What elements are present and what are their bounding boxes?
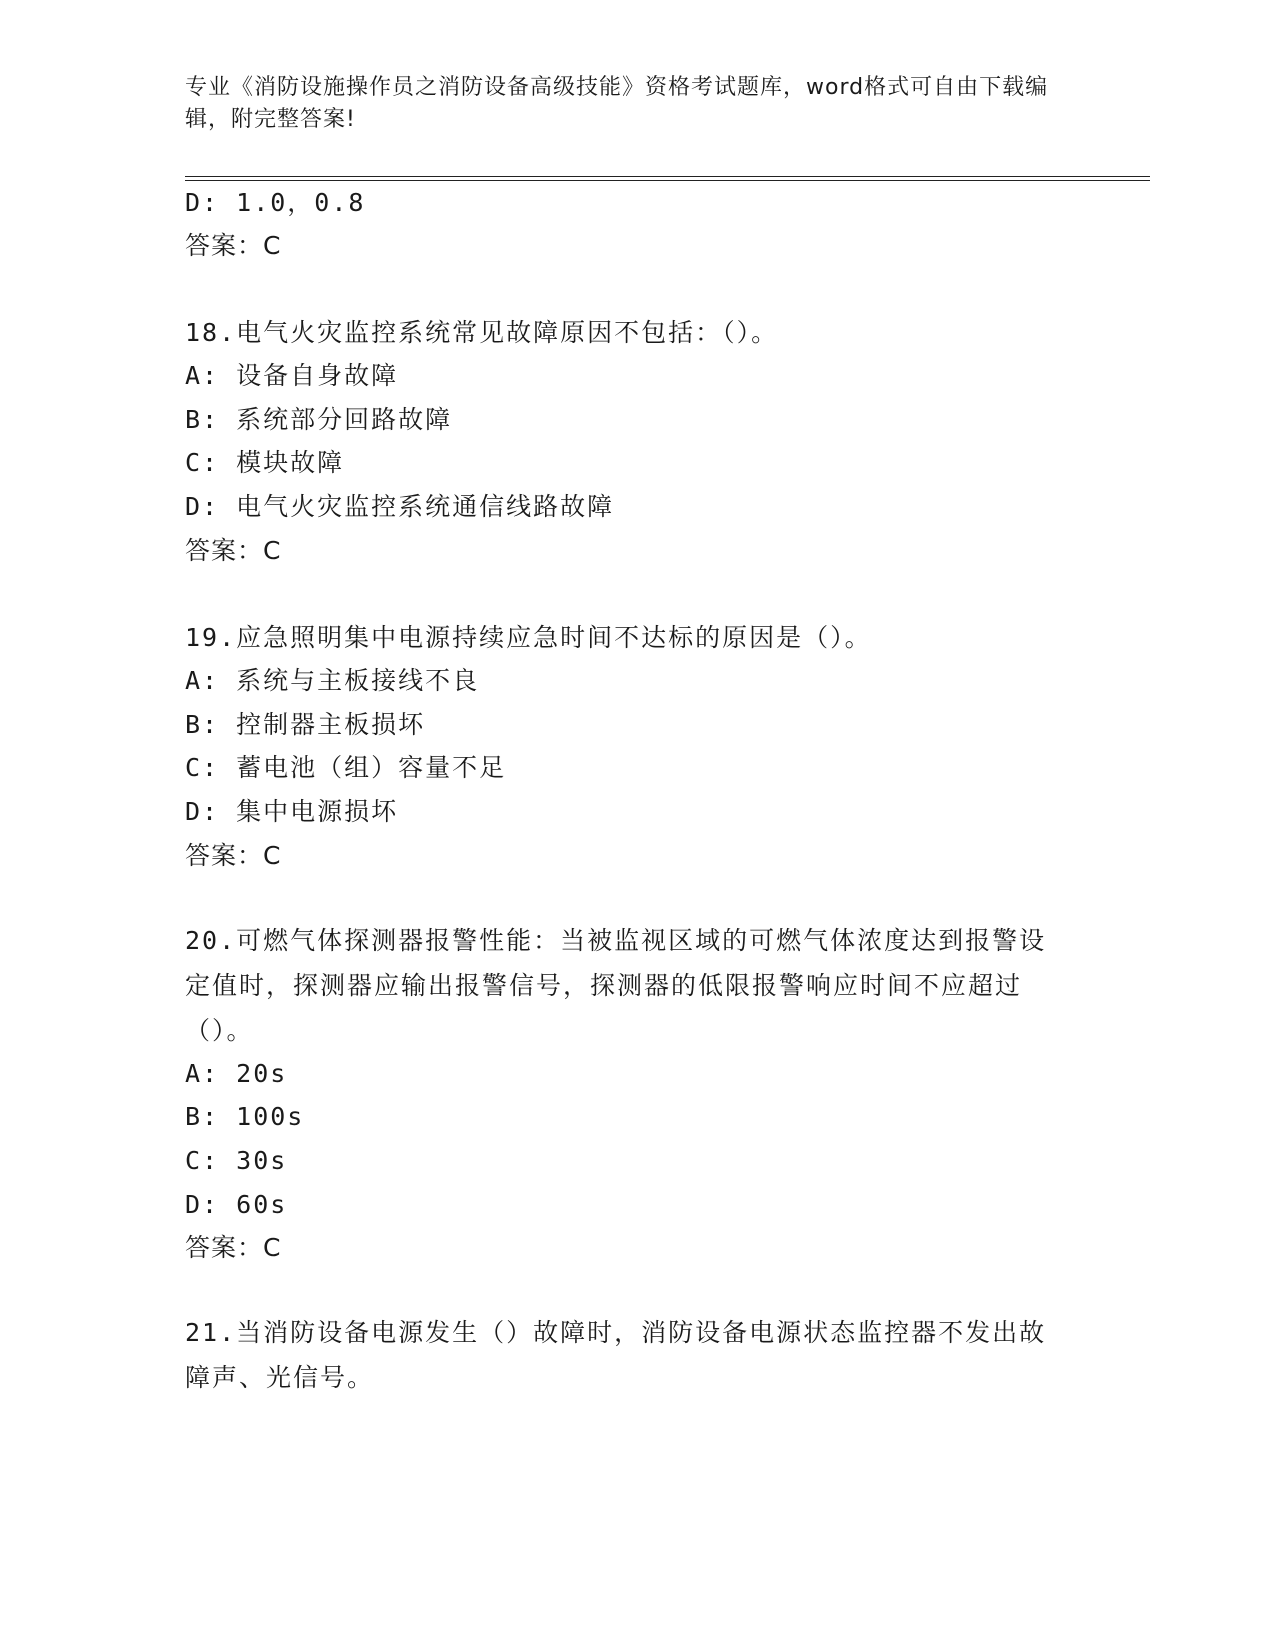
q19-option-a: A: 系统与主板接线不良 [185,666,480,695]
q18-option-b: B: 系统部分回路故障 [185,405,453,434]
q18-option-a: A: 设备自身故障 [185,361,399,390]
q17-option-d: D: 1.0，0.8 [185,188,366,217]
q17-answer: 答案：C [185,231,282,260]
q21-stem: 21.当消防设备电源发生（）故障时，消防设备电源状态监控器不发出故障声、光信号。 [185,1318,1047,1392]
q19-option-c: C: 蓄电池（组）容量不足 [185,753,507,782]
q18-stem: 18.电气火灾监控系统常见故障原因不包括：（）。 [185,318,779,347]
q19-option-b: B: 控制器主板损坏 [185,710,426,739]
q20-option-a: A: 20s [185,1059,288,1088]
q20-stem: 20.可燃气体探测器报警性能：当被监视区域的可燃气体浓度达到报警设定值时，探测器应输出报警信号，探测器的低限报警响应时间不应超过（）。 [185,926,1047,1045]
q18-answer: 答案：C [185,536,282,565]
page-header: 专业《消防设施操作员之消防设备高级技能》资格考试题库，word格式可自由下载编辑，附完整答案! [185,75,1049,132]
q20-option-c: C: 30s [185,1146,288,1175]
q18-option-c: C: 模块故障 [185,448,345,477]
q20-option-d: D: 60s [185,1190,288,1219]
q18-option-d: D: 电气火灾监控系统通信线路故障 [185,492,615,521]
q19-option-d: D: 集中电源损坏 [185,797,399,826]
header-divider [185,176,1150,181]
q19-answer: 答案：C [185,841,282,870]
q19-stem: 19.应急照明集中电源持续应急时间不达标的原因是（）。 [185,623,872,652]
q20-answer: 答案：C [185,1233,282,1262]
q20-option-b: B: 100s [185,1102,305,1131]
